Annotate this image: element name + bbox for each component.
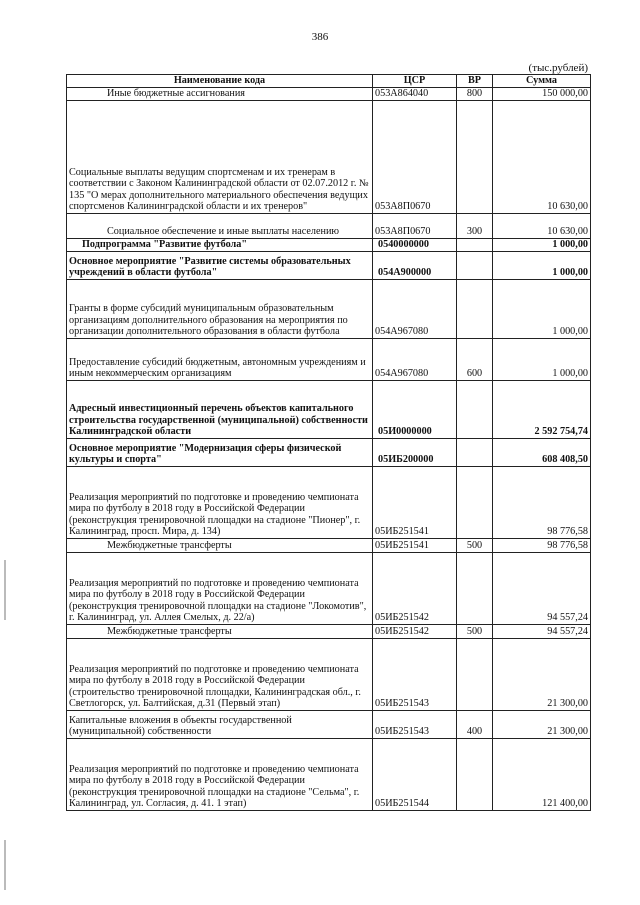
scan-edge-mark: [4, 840, 6, 890]
row-vr: [457, 639, 493, 711]
row-csr: 05ИБ200000: [373, 439, 457, 467]
row-vr: [457, 239, 493, 252]
row-name: Социальное обеспечение и иные выплаты населению: [67, 214, 373, 239]
row-csr: 05ИБ251542: [373, 625, 457, 639]
row-name: Предоставление субсидий бюджетным, автономным учреждениям и иным некоммерческим организациям: [69, 356, 366, 380]
table-row: [67, 280, 591, 339]
row-vr: 300: [457, 214, 493, 239]
scan-edge-mark: [4, 560, 6, 620]
row-name: Реализация мероприятий по подготовке и проведению чемпионата мира по футболу в 2018 году в Российской Федерации (реконструкция тренировочной площадки на стадионе "Локомотив", г. Калининград, ул. Аллея Смелых, д. 22/а): [69, 577, 367, 624]
row-vr: [457, 739, 493, 811]
row-sum: 10 630,00: [493, 101, 591, 214]
row-sum: 94 557,24: [493, 553, 591, 625]
table-row: [67, 101, 591, 214]
table-row: [67, 739, 591, 811]
row-sum: 2 592 754,74: [493, 381, 591, 439]
budget-table: [66, 74, 591, 811]
row-sum: 1 000,00: [493, 280, 591, 339]
row-vr: [457, 439, 493, 467]
row-sum: 608 408,50: [493, 439, 591, 467]
table-row: [67, 381, 591, 439]
row-sum: 121 400,00: [493, 739, 591, 811]
table-row: [67, 625, 591, 639]
row-csr: 054А967080: [373, 280, 457, 339]
row-sum: 98 776,58: [493, 539, 591, 553]
row-csr: 0540000000: [373, 239, 457, 252]
row-sum: 150 000,00: [493, 88, 591, 101]
table-row: [67, 639, 591, 711]
row-vr: 400: [457, 711, 493, 739]
table-row: [67, 467, 591, 539]
header-name: Наименование кода: [67, 75, 373, 88]
row-csr: 05ИБ251544: [373, 739, 457, 811]
row-name: Основное мероприятие "Развитие системы образовательных учреждений в области футбола": [69, 255, 351, 279]
table-row: [67, 214, 591, 239]
units-label: (тыс.рублей): [528, 62, 588, 74]
row-sum: 10 630,00: [493, 214, 591, 239]
row-csr: 05ИБ251541: [373, 467, 457, 539]
row-csr: 053А864040: [373, 88, 457, 101]
table-row: [67, 553, 591, 625]
row-csr: 053А8П0670: [373, 214, 457, 239]
header-csr: ЦСР: [373, 75, 457, 88]
row-vr: [457, 280, 493, 339]
row-sum: 1 000,00: [493, 252, 591, 280]
row-sum: 1 000,00: [493, 339, 591, 381]
row-sum: 21 300,00: [493, 711, 591, 739]
row-sum: 98 776,58: [493, 467, 591, 539]
table-row: [67, 539, 591, 553]
row-csr: 05ИБ251541: [373, 539, 457, 553]
row-vr: [457, 252, 493, 280]
row-name: Реализация мероприятий по подготовке и проведению чемпионата мира по футболу в 2018 году в Российской Федерации (реконструкция тренировочной площадки на стадионе "Пионер", г. Калининград, просп. Мира, д. 134): [69, 491, 361, 538]
row-name: Подпрограмма "Развитие футбола": [67, 239, 373, 252]
row-vr: [457, 553, 493, 625]
row-name: Межбюджетные трансферты: [67, 625, 373, 639]
row-csr: 05ИБ251543: [373, 639, 457, 711]
header-sum: Сумма: [493, 75, 591, 88]
row-csr: 05ИБ251542: [373, 553, 457, 625]
row-vr: [457, 467, 493, 539]
row-name: Гранты в форме субсидий муниципальным образовательным организациям дополнительного образования на мероприятия по организации дополнительного образования в области футбола: [69, 303, 348, 338]
row-name: Реализация мероприятий по подготовке и проведению чемпионата мира по футболу в 2018 году в Российской Федерации (строительство тренировочной площадки, Калининградская обл., г. Светлогорск, ул. Балтийская, д.31 (Первый этап): [69, 663, 361, 710]
page-number: 386: [311, 31, 329, 43]
row-name: Адресный инвестиционный перечень объектов капитального строительства государственной (муниципальной) собственности Калининградской области: [69, 403, 368, 438]
row-sum: 1 000,00: [493, 239, 591, 252]
table-row: [67, 439, 591, 467]
table-row: [67, 339, 591, 381]
row-vr: 500: [457, 625, 493, 639]
row-csr: 05И0000000: [373, 381, 457, 439]
row-name: Межбюджетные трансферты: [67, 539, 373, 553]
row-name: Реализация мероприятий по подготовке и проведению чемпионата мира по футболу в 2018 году в Российской Федерации (реконструкция тренировочной площадки на стадионе "Сельма", г. Калининград, ул. Согласия, д. 41. 1 этап): [69, 763, 360, 810]
row-csr: 054А900000: [373, 252, 457, 280]
row-name: Капитальные вложения в объекты государственной (муниципальной) собственности: [69, 714, 292, 738]
row-csr: 05ИБ251543: [373, 711, 457, 739]
row-csr: 054А967080: [373, 339, 457, 381]
row-vr: 600: [457, 339, 493, 381]
table-header-row: [67, 75, 591, 88]
row-vr: [457, 381, 493, 439]
row-name: Иные бюджетные ассигнования: [67, 88, 373, 101]
header-vr: ВР: [457, 75, 493, 88]
row-vr: 800: [457, 88, 493, 101]
row-vr: [457, 101, 493, 214]
row-name: Основное мероприятие "Модернизация сферы физической культуры и спорта": [69, 442, 342, 466]
row-name: Социальные выплаты ведущим спортсменам и их тренерам в соответствии с Законом Калининградской области от 02.07.2012 г. № 135 "О мерах дополнительного материального обеспечения ведущих спортсменов Калининградской области и их тренеров": [69, 166, 369, 213]
table-row: [67, 711, 591, 739]
table-row: [67, 239, 591, 252]
row-sum: 94 557,24: [493, 625, 591, 639]
table-row: [67, 252, 591, 280]
row-csr: 053А8П0670: [373, 101, 457, 214]
table-row: [67, 88, 591, 101]
row-sum: 21 300,00: [493, 639, 591, 711]
row-vr: 500: [457, 539, 493, 553]
